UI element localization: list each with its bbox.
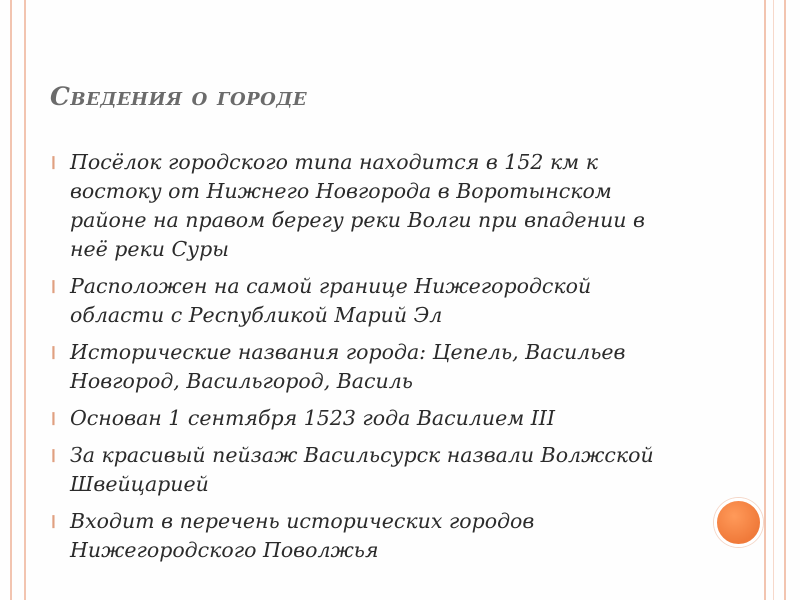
bullet-marker-icon: ❙ (48, 448, 59, 463)
bullet-item (46, 338, 686, 396)
bullet-text: За красивый пейзаж Васильсурск назвали Волжской Швейцарией (70, 443, 654, 496)
bullet-item (46, 507, 686, 565)
bullet-item (46, 272, 686, 330)
bullet-marker-icon: ❙ (48, 514, 59, 529)
bullet-item (46, 148, 686, 264)
bullet-text: Посёлок городского типа находится в 152 км к востоку от Нижнего Новгорода в Воротынском районе на правом берегу реки Волги при впадении в неё реки Суры (70, 150, 645, 261)
bullet-text: Расположен на самой границе Нижегородской области с Республикой Марий Эл (70, 274, 592, 327)
bullet-item (46, 404, 686, 433)
right-border-line (773, 0, 774, 600)
left-border-decoration (10, 0, 26, 600)
bullet-text: Исторические названия города: Цепель, Васильев Новгород, Васильгород, Василь (70, 340, 626, 393)
bullet-marker-icon: ❙ (48, 155, 59, 170)
bullet-list (46, 148, 686, 573)
bullet-marker-icon: ❙ (48, 411, 59, 426)
bullet-text: Основан 1 сентября 1523 года Василием III (70, 406, 556, 430)
bullet-item (46, 441, 686, 499)
right-border-decoration (764, 0, 786, 600)
orange-circle-decoration (714, 498, 763, 547)
slide-title: Сведения о городе (50, 82, 308, 111)
bullet-marker-icon: ❙ (48, 279, 59, 294)
bullet-marker-icon: ❙ (48, 345, 59, 360)
bullet-text: Входит в перечень исторических городов Нижегородского Поволжья (70, 509, 535, 562)
